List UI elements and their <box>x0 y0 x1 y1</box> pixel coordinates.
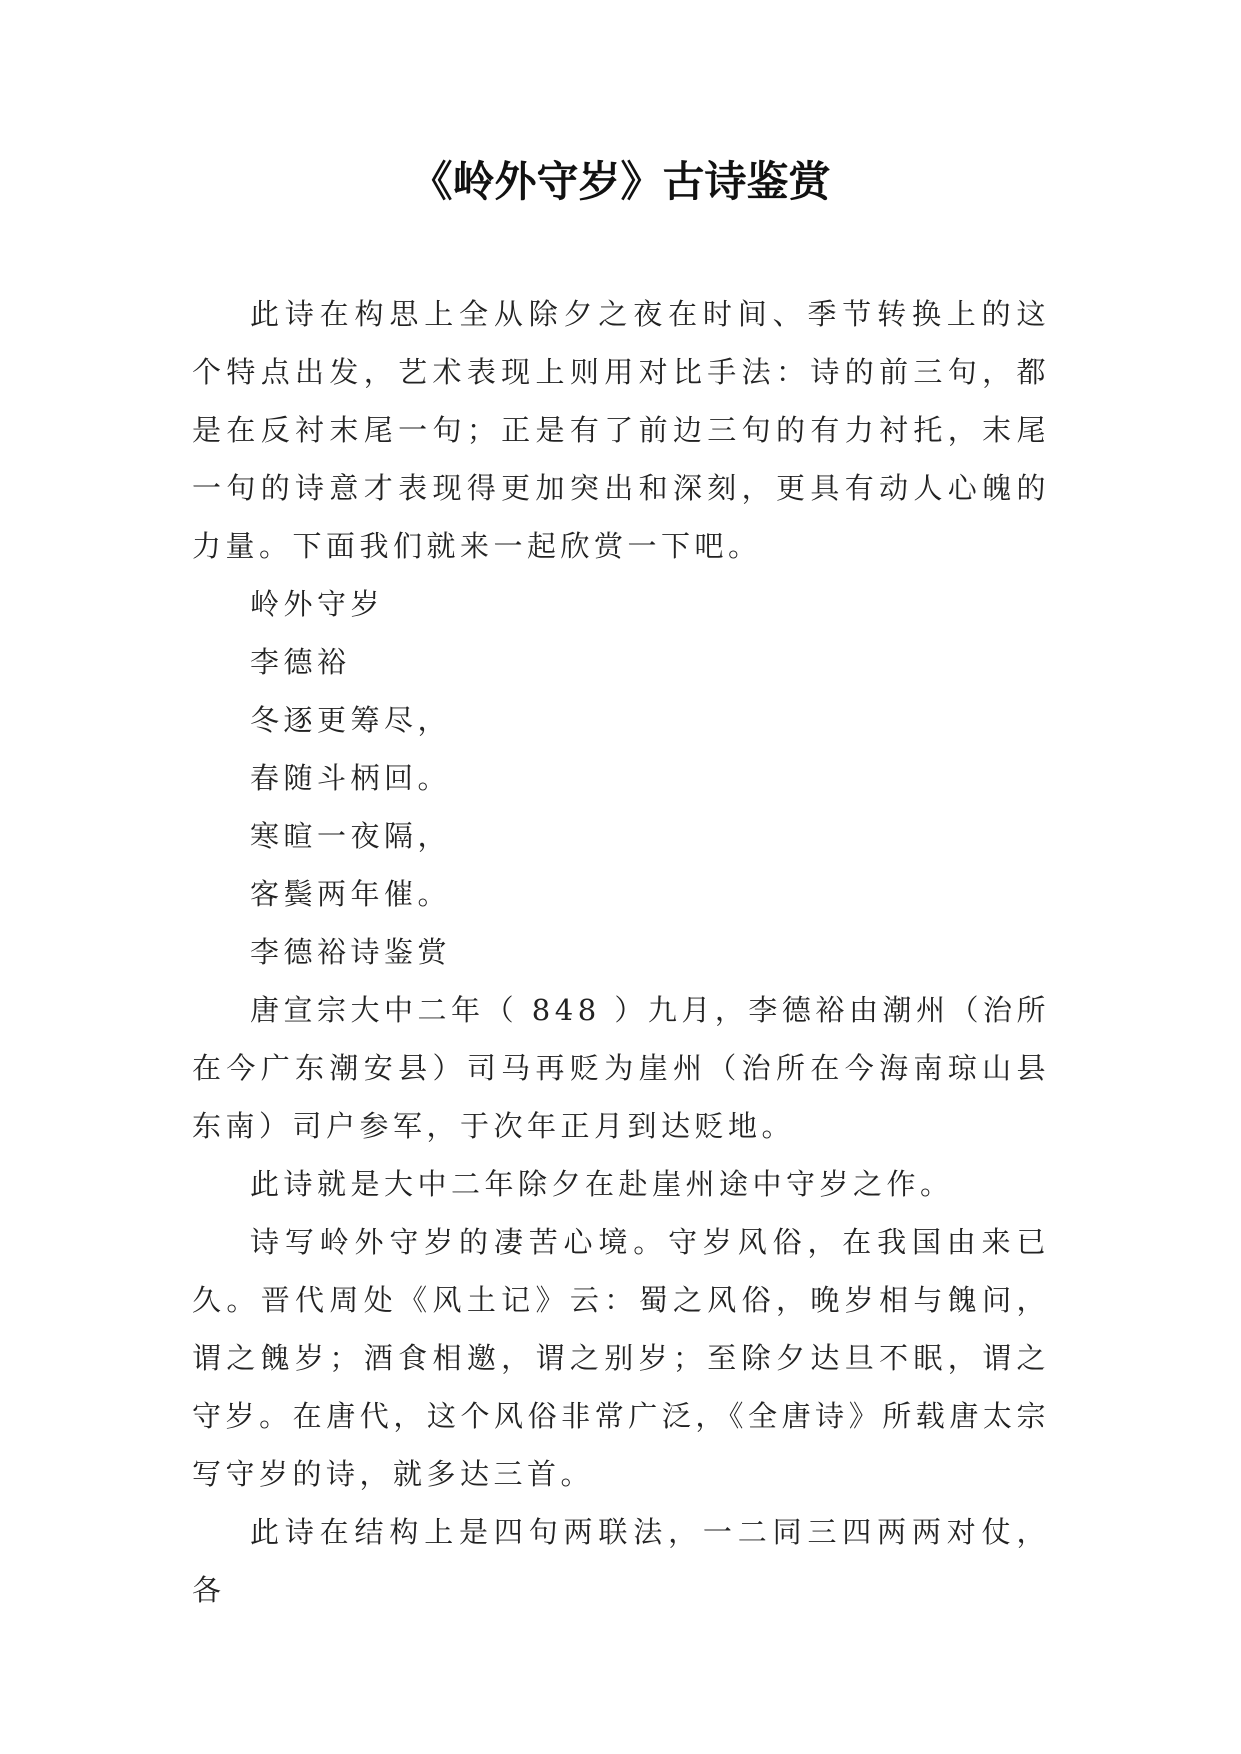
poem-author: 李德裕 <box>250 645 351 679</box>
poem-line: 冬逐更筹尽， <box>250 703 452 737</box>
body-paragraph: 此诗在结构上是四句两联法，一二同三四两两对仗，各 <box>192 1515 1050 1607</box>
section-heading: 李德裕诗鉴赏 <box>250 935 452 969</box>
poem-line: 客鬓两年催。 <box>250 877 452 911</box>
document-title: 《岭外守岁》古诗鉴赏 <box>410 157 831 206</box>
body-paragraph: 此诗就是大中二年除夕在赴崖州途中守岁之作。 <box>250 1167 954 1201</box>
poem-title: 岭外守岁 <box>250 587 385 621</box>
poem-line: 寒暄一夜隔， <box>250 819 452 853</box>
body-paragraph: 唐宣宗大中二年（ 848 ）九月，李德裕由潮州（治所在今广东潮安县）司马再贬为崖州（治所在今海南琼山县东南）司户参军，于次年正月到达贬地。 <box>192 993 1050 1143</box>
intro-paragraph: 此诗在构思上全从除夕之夜在时间、季节转换上的这个特点出发，艺术表现上则用对比手法：诗的前三句，都是在反衬末尾一句；正是有了前边三句的有力衬托，末尾一句的诗意才表现得更加突出和深刻，更具有动人心魄的力量。下面我们就来一起欣赏一下吧。 <box>192 297 1050 563</box>
poem-line: 春随斗柄回。 <box>250 761 452 795</box>
document-body <box>192 285 1050 1619</box>
body-paragraph: 诗写岭外守岁的凄苦心境。守岁风俗，在我国由来已久。晋代周处《风土记》云：蜀之风俗，晚岁相与餽问，谓之餽岁；酒食相邀，谓之别岁；至除夕达旦不眠，谓之守岁。在唐代，这个风俗非常广泛，《全唐诗》所载唐太宗写守岁的诗，就多达三首。 <box>192 1225 1050 1491</box>
